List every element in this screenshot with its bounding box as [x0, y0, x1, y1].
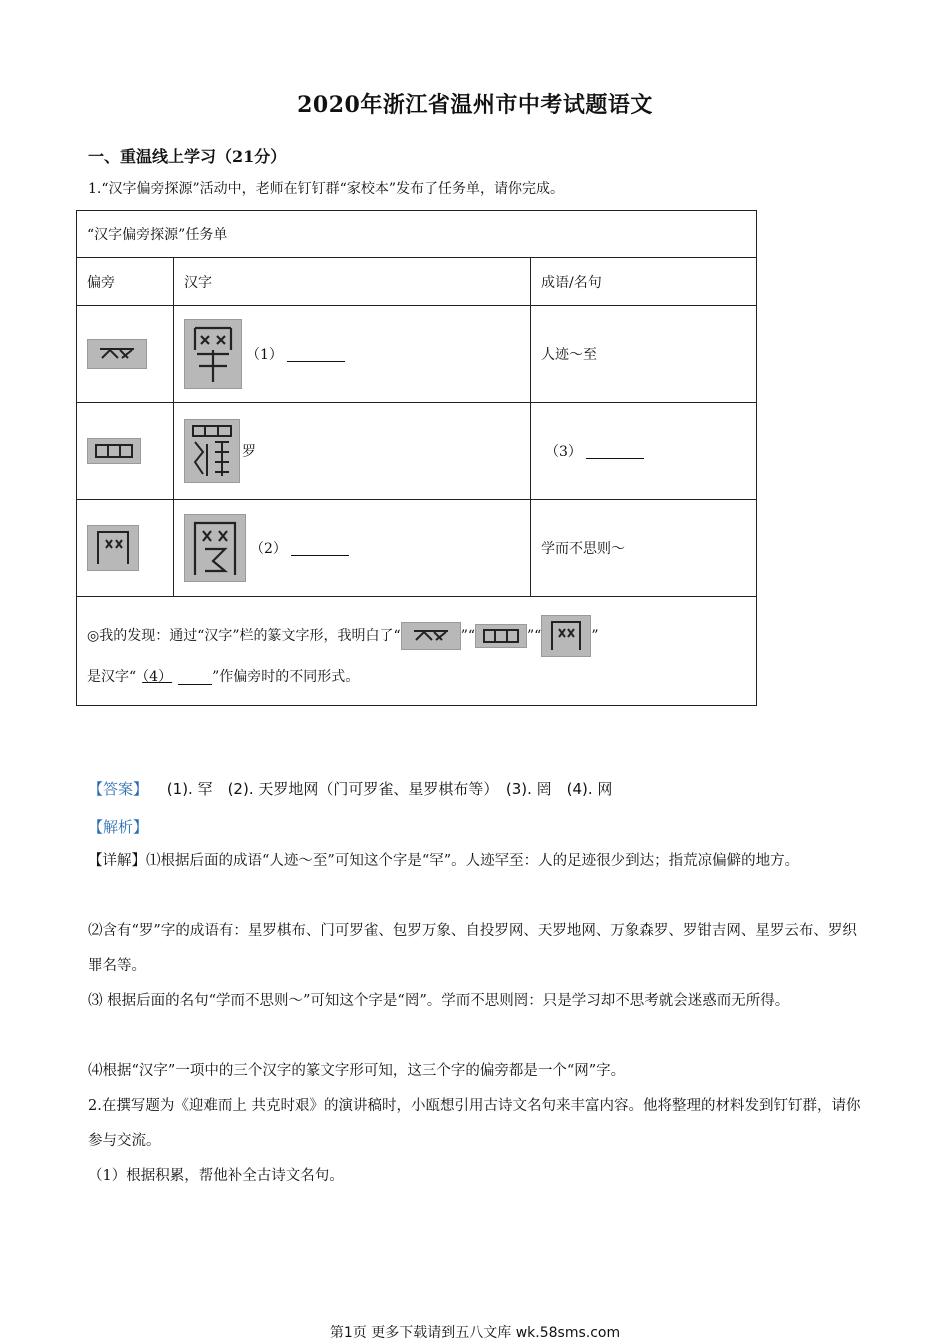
- section-heading: 一、重温线上学习（21分）: [88, 147, 287, 166]
- discovery-line2-b: ”作偏旁时的不同形式。: [212, 669, 360, 685]
- quote-end: ”: [591, 628, 599, 644]
- analysis-label: 【解析】: [88, 818, 149, 836]
- discovery-prefix: ◎我的发现：通过“汉字”栏的篆文字形，我明白了“: [87, 628, 401, 644]
- quote-sep-2: ”“: [527, 628, 542, 644]
- answer-blank-2[interactable]: [291, 541, 349, 556]
- blank-label-4: （4）: [142, 669, 173, 685]
- analysis-paragraph-2: ⑵含有“罗”字的成语有：星罗棋布、门可罗雀、包罗万象、自投罗网、天罗地网、万象森罗、罗钳吉网、星罗云布、罗织罪名等。: [88, 923, 857, 974]
- answer-line: [88, 778, 612, 799]
- analysis-paragraph-4: ⑷根据“汉字”一项中的三个汉字的篆文字形可知，这三个字的偏旁都是一个“网”字。: [88, 1063, 626, 1079]
- answer-text: (1). 罕 (2). 天罗地网（门可罗雀、星罗棋布等） (3). 罔 (4). 网: [166, 780, 613, 798]
- task-table: [76, 210, 757, 706]
- task-table-caption: “汉字偏旁探源”任务单: [77, 211, 757, 258]
- radical-seal-image-1: [87, 339, 147, 369]
- seal-character-image-2: [184, 419, 240, 483]
- discovery-line2-a: 是汉字“: [87, 669, 137, 685]
- question-2-sub1: （1）根据积累，帮他补全古诗文名句。: [88, 1168, 344, 1184]
- blank-label-1: （1）: [246, 347, 283, 363]
- header-idiom: 成语/名句: [531, 258, 757, 306]
- page-footer: 第1页 更多下载请到五八文库 wk.58sms.com: [329, 1325, 621, 1341]
- character-luo: 罗: [242, 444, 256, 460]
- idiom-1: 人迹～至: [531, 306, 757, 403]
- inline-radical-image-1: [401, 622, 461, 650]
- answer-label: 【答案】: [88, 780, 149, 798]
- answer-blank-3[interactable]: [586, 444, 644, 459]
- radical-seal-image-2: [87, 438, 141, 464]
- blank-label-3: （3）: [545, 444, 582, 460]
- seal-character-image-3: [184, 514, 246, 582]
- page-title: 2020年浙江省温州市中考试题语文: [297, 92, 653, 118]
- answer-blank-1[interactable]: [287, 347, 345, 362]
- question-2-intro: 2.在撰写题为《迎难而上 共克时艰》的演讲稿时，小瓯想引用古诗文名句来丰富内容。他将整理的材料发到钉钉群，请你参与交流。: [88, 1098, 861, 1149]
- header-radical: 偏旁: [77, 258, 174, 306]
- idiom-3: 学而不思则～: [531, 500, 757, 597]
- question-1-intro: 1.“汉字偏旁探源”活动中，老师在钉钉群“家校本”发布了任务单，请你完成。: [88, 181, 564, 197]
- answer-blank-4[interactable]: [178, 670, 212, 685]
- quote-sep-1: ”“: [460, 628, 476, 644]
- seal-character-image-1: [184, 319, 242, 389]
- inline-radical-image-2: [475, 624, 527, 648]
- discovery-cell: [77, 597, 757, 706]
- header-character: 汉字: [174, 258, 531, 306]
- analysis-paragraph-1: 【详解】⑴根据后面的成语“人迹～至”可知这个字是“罕”。人迹罕至：人的足迹很少到达；指荒凉偏僻的地方。: [88, 853, 800, 869]
- analysis-paragraph-3: ⑶ 根据后面的名句“学而不思则～”可知这个字是“罔”。学而不思则罔：只是学习却不思考就会迷惑而无所得。: [88, 993, 790, 1009]
- blank-label-2: （2）: [250, 541, 287, 557]
- inline-radical-image-3: [541, 615, 591, 657]
- radical-seal-image-3: [87, 525, 139, 571]
